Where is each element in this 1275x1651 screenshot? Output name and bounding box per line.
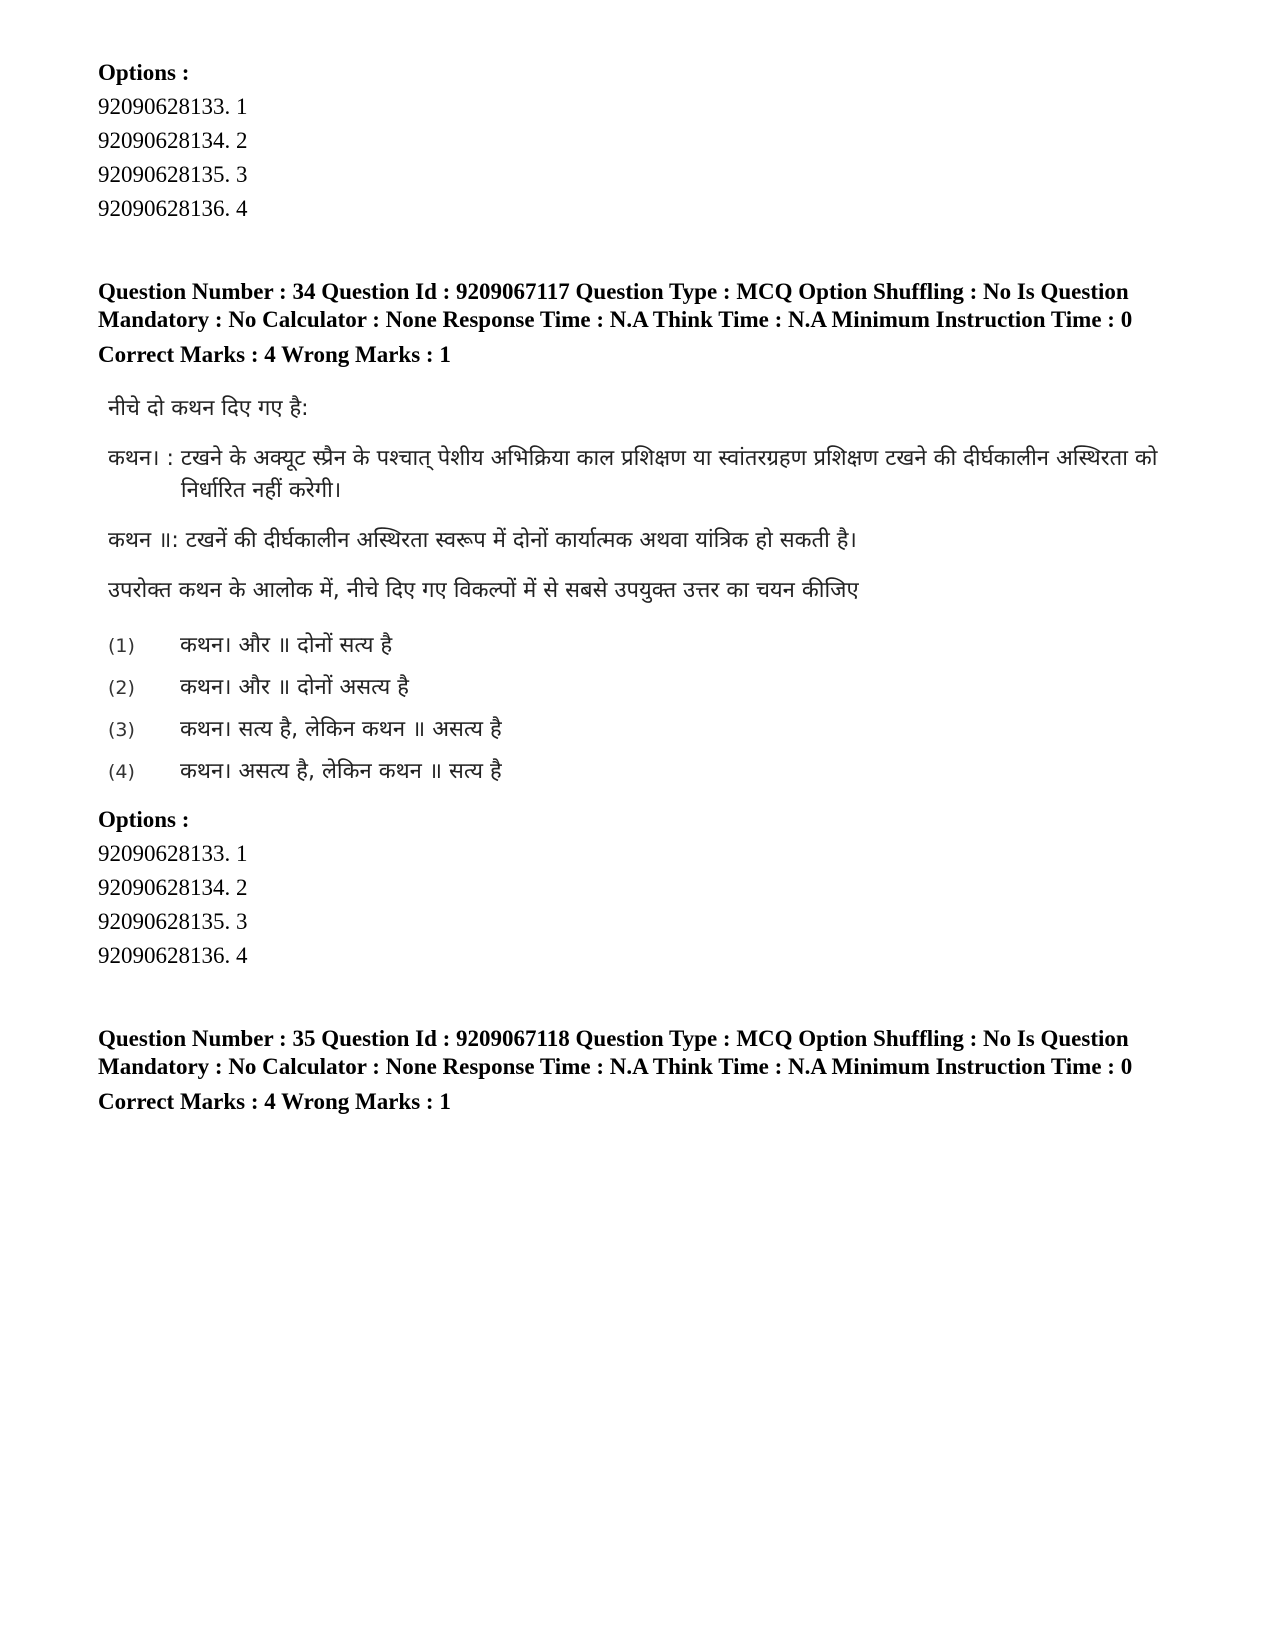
choice-number: (2): [108, 677, 135, 699]
statement-1-text: टखने के अक्यूट स्प्रैन के पश्चात् पेशीय अभिक्रिया काल प्रशिक्षण या स्वांतरग्रहण प्रशिक्षण टखने की दीर्घकालीन अस्थिरता को निर्धारित नहीं करेगी।: [180, 446, 1158, 503]
choice-text: कथन। और ॥ दोनों सत्य है: [180, 633, 393, 658]
option-item: 92090628133. 1: [98, 841, 248, 866]
choice-text: कथन। सत्य है, लेकिन कथन ॥ असत्य है: [180, 717, 502, 742]
options-section: [98, 803, 1188, 973]
options-title: Options :: [98, 807, 190, 832]
choice-number: (3): [108, 719, 135, 741]
option-item: 92090628134. 2: [98, 875, 248, 900]
statement-1: [108, 443, 1188, 507]
option-item: 92090628136. 4: [98, 196, 248, 221]
answer-choice: [108, 751, 1188, 793]
question-header: Question Number : 34 Question Id : 9209067117 Question Type : MCQ Option Shuffling : No Is Question Mandatory : No Calculator : None Response Time : N.A Think Time : N.A Minimum Instruction Time : 0: [98, 279, 1133, 332]
document-page: [98, 56, 1188, 1116]
options-title: Options :: [98, 60, 190, 85]
question-35: [98, 1025, 1188, 1116]
option-item: 92090628135. 3: [98, 162, 248, 187]
statement-2-text: टखनें की दीर्घकालीन अस्थिरता स्वरूप में दोनों कार्यात्मक अथवा यांत्रिक हो सकती है।: [185, 528, 857, 553]
option-item: 92090628133. 1: [98, 94, 248, 119]
statement-1-label: कथन। :: [108, 446, 181, 471]
choice-number: (1): [108, 635, 135, 657]
question-instruction: उपरोक्त कथन के आलोक में, नीचे दिए गए विकल्पों में से सबसे उपयुक्त उत्तर का चयन कीजिए: [108, 578, 859, 603]
option-item: 92090628134. 2: [98, 128, 248, 153]
answer-choices: [108, 625, 1188, 793]
question-body: [108, 393, 1188, 793]
answer-choice: [108, 667, 1188, 709]
choice-text: कथन। और ॥ दोनों असत्य है: [180, 675, 409, 700]
options-section-top: [98, 56, 1188, 226]
question-marks: Correct Marks : 4 Wrong Marks : 1: [98, 342, 451, 367]
option-item: 92090628135. 3: [98, 909, 248, 934]
question-34: [98, 278, 1188, 973]
question-header: Question Number : 35 Question Id : 9209067118 Question Type : MCQ Option Shuffling : No Is Question Mandatory : No Calculator : None Response Time : N.A Think Time : N.A Minimum Instruction Time : 0: [98, 1026, 1133, 1079]
question-intro: नीचे दो कथन दिए गए है:: [108, 396, 309, 421]
statement-2: [108, 525, 1188, 557]
choice-text: कथन। असत्य है, लेकिन कथन ॥ सत्य है: [180, 759, 502, 784]
question-marks: Correct Marks : 4 Wrong Marks : 1: [98, 1089, 451, 1114]
statement-2-label: कथन ॥:: [108, 528, 186, 553]
answer-choice: [108, 709, 1188, 751]
answer-choice: [108, 625, 1188, 667]
choice-number: (4): [108, 761, 135, 783]
option-item: 92090628136. 4: [98, 943, 248, 968]
